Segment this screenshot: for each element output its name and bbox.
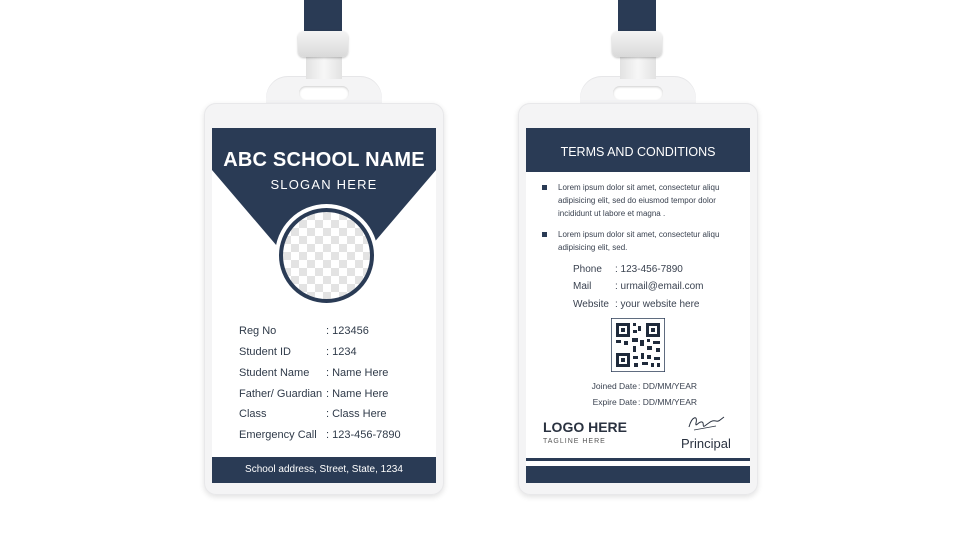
terms-line: adipisicing elit, sed do eiusmod tempor dolor (558, 196, 716, 205)
photo-placeholder (279, 208, 374, 303)
contact-value: : urmail@email.com (615, 281, 704, 292)
terms-line: incididunt ut labore et magna . (558, 209, 666, 218)
field-value: : Name Here (326, 388, 389, 400)
field-value: : Class Here (326, 408, 387, 420)
front-id-card (212, 128, 436, 483)
field-value: : 123456 (326, 325, 369, 337)
school-address-footer: School address, Street, State, 1234 (212, 457, 436, 483)
contact-label: Website (573, 299, 609, 310)
logo-text: LOGO HERE (543, 419, 628, 435)
date-label: Joined Date (591, 381, 637, 391)
terms-item (542, 228, 738, 254)
terms-line: Lorem ipsum dolor sit amet, consectetur aliqu (558, 230, 720, 239)
terms-item (542, 181, 738, 220)
field-label: Student Name (239, 367, 310, 379)
field-value: : 1234 (326, 346, 357, 358)
back-holder-slot (613, 86, 663, 100)
school-slogan: SLOGAN HERE (270, 177, 378, 192)
terms-line: adipisicing elit, sed. (558, 243, 628, 252)
contact-value: : 123-456-7890 (615, 264, 683, 275)
front-clip (298, 31, 348, 57)
bullet-icon (542, 185, 547, 190)
field-value: : 123-456-7890 (326, 429, 401, 441)
principal-label: Principal (681, 436, 731, 451)
front-holder-slot (299, 86, 349, 100)
date-value: : DD/MM/YEAR (638, 397, 698, 407)
field-label: Reg No (239, 325, 277, 337)
field-label: Class (239, 408, 267, 420)
field-label: Father/ Guardian (239, 388, 323, 400)
contact-label: Mail (573, 281, 592, 292)
back-id-card (526, 128, 750, 483)
bullet-icon (542, 232, 547, 237)
tagline-text: TAGLINE HERE (543, 438, 606, 445)
signature-icon (686, 412, 726, 434)
school-name: ABC SCHOOL NAME (223, 149, 425, 171)
date-value: : DD/MM/YEAR (638, 381, 698, 391)
front-clip-neck (306, 55, 342, 79)
terms-title: TERMS AND CONDITIONS (526, 128, 750, 172)
back-footer-band (526, 466, 750, 483)
date-label: Expire Date (592, 397, 637, 407)
field-label: Emergency Call (239, 429, 317, 441)
contact-value: : your website here (615, 299, 700, 310)
qr-code-icon (611, 318, 665, 372)
field-label: Student ID (239, 346, 291, 358)
contact-label: Phone (573, 264, 602, 275)
back-clip (612, 31, 662, 57)
field-value: : Name Here (326, 367, 389, 379)
back-clip-neck (620, 55, 656, 79)
footer-rule (526, 458, 750, 461)
terms-line: Lorem ipsum dolor sit amet, consectetur aliqu (558, 183, 720, 192)
